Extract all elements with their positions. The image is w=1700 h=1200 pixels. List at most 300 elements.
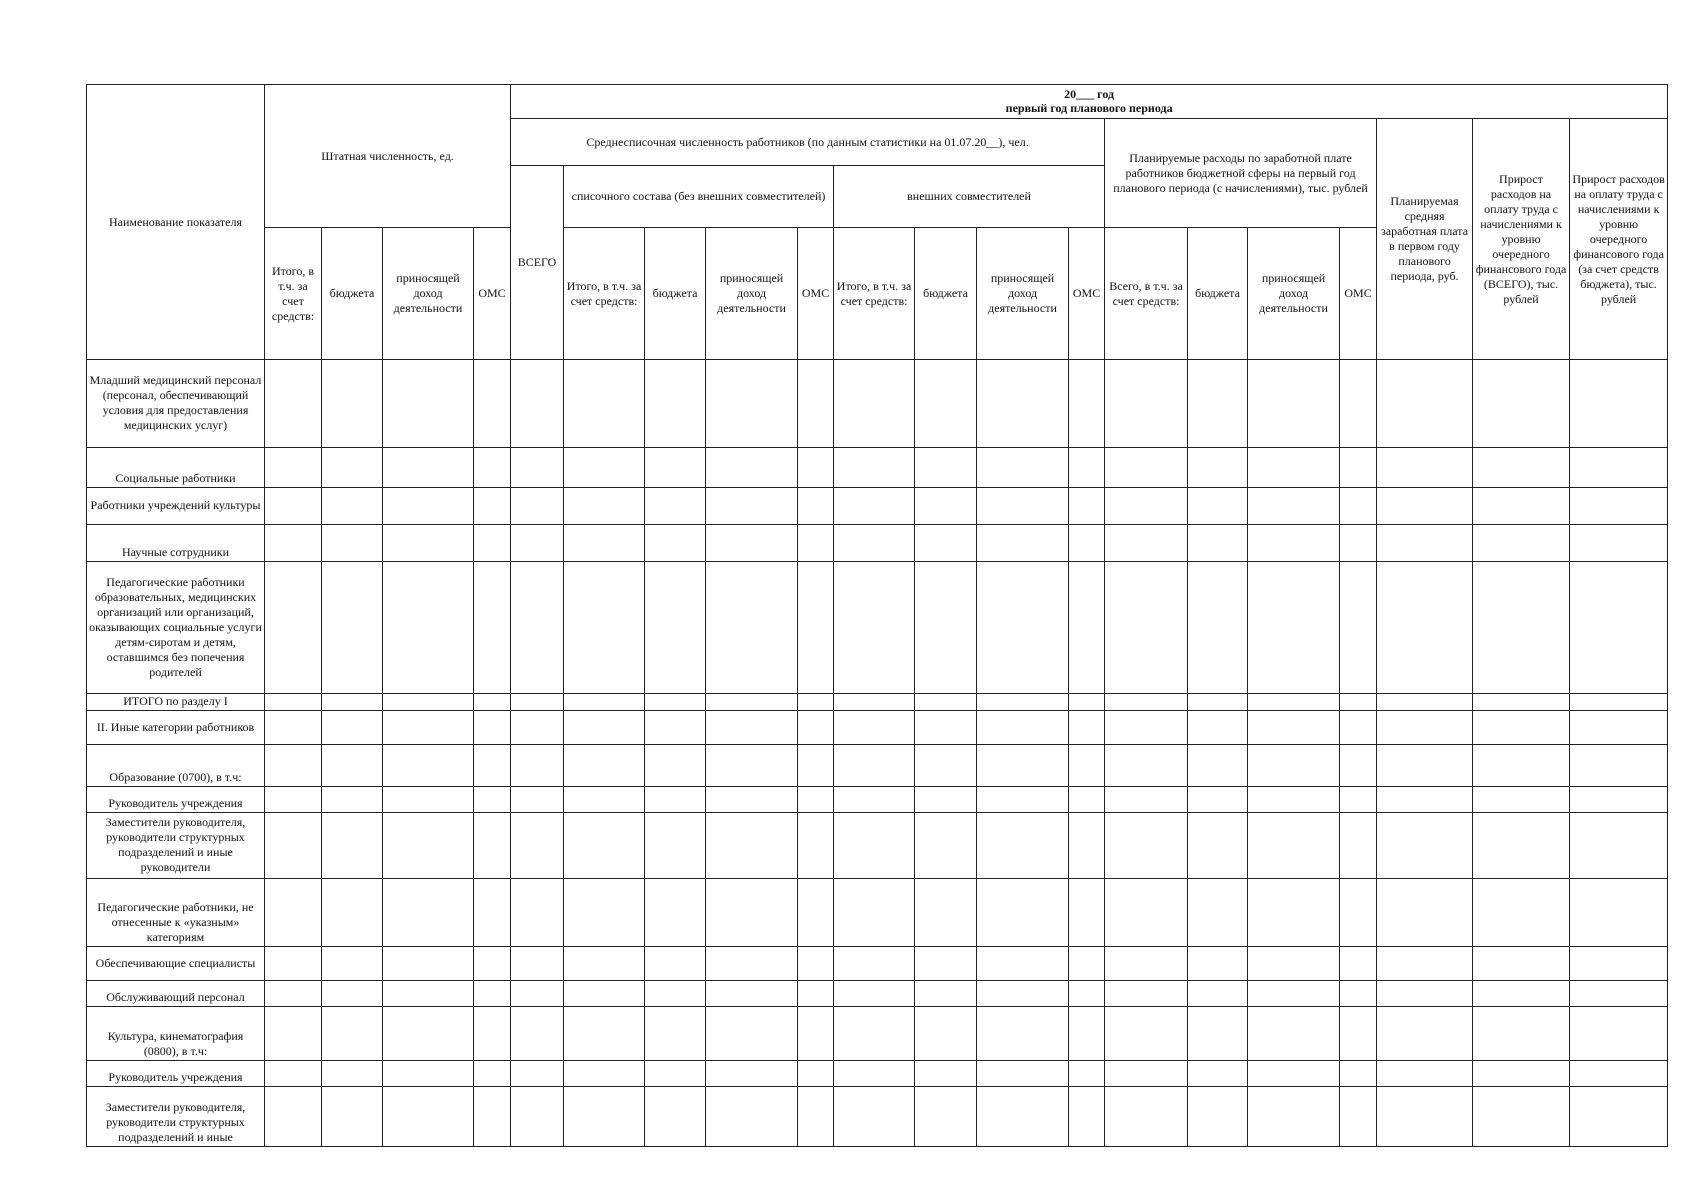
data-cell[interactable] bbox=[1570, 448, 1668, 488]
data-cell[interactable] bbox=[645, 525, 706, 562]
data-cell[interactable] bbox=[1570, 360, 1668, 448]
data-cell[interactable] bbox=[834, 1007, 915, 1061]
data-cell[interactable] bbox=[915, 787, 977, 813]
data-cell[interactable] bbox=[1377, 448, 1473, 488]
data-cell[interactable] bbox=[977, 525, 1069, 562]
data-cell[interactable] bbox=[1188, 745, 1248, 787]
data-cell[interactable] bbox=[265, 1087, 322, 1147]
data-cell[interactable] bbox=[834, 694, 915, 711]
data-cell[interactable] bbox=[322, 360, 383, 448]
data-cell[interactable] bbox=[1188, 813, 1248, 879]
data-cell[interactable] bbox=[1069, 813, 1105, 879]
data-cell[interactable] bbox=[511, 1007, 564, 1061]
data-cell[interactable] bbox=[1248, 1087, 1340, 1147]
data-cell[interactable] bbox=[1340, 488, 1377, 525]
data-cell[interactable] bbox=[1473, 1007, 1570, 1061]
data-cell[interactable] bbox=[511, 694, 564, 711]
data-cell[interactable] bbox=[265, 1007, 322, 1061]
data-cell[interactable] bbox=[1248, 1007, 1340, 1061]
data-cell[interactable] bbox=[322, 745, 383, 787]
data-cell[interactable] bbox=[1069, 879, 1105, 947]
data-cell[interactable] bbox=[322, 448, 383, 488]
data-cell[interactable] bbox=[511, 947, 564, 981]
data-cell[interactable] bbox=[1473, 745, 1570, 787]
data-cell[interactable] bbox=[798, 488, 834, 525]
data-cell[interactable] bbox=[1570, 1061, 1668, 1087]
data-cell[interactable] bbox=[265, 947, 322, 981]
data-cell[interactable] bbox=[1377, 947, 1473, 981]
data-cell[interactable] bbox=[564, 711, 645, 745]
data-cell[interactable] bbox=[1069, 360, 1105, 448]
data-cell[interactable] bbox=[1069, 981, 1105, 1007]
data-cell[interactable] bbox=[564, 1007, 645, 1061]
data-cell[interactable] bbox=[1570, 787, 1668, 813]
data-cell[interactable] bbox=[474, 787, 511, 813]
data-cell[interactable] bbox=[322, 488, 383, 525]
data-cell[interactable] bbox=[1188, 711, 1248, 745]
data-cell[interactable] bbox=[798, 745, 834, 787]
data-cell[interactable] bbox=[1377, 1007, 1473, 1061]
data-cell[interactable] bbox=[1377, 1087, 1473, 1147]
data-cell[interactable] bbox=[706, 1087, 798, 1147]
data-cell[interactable] bbox=[706, 787, 798, 813]
data-cell[interactable] bbox=[706, 711, 798, 745]
data-cell[interactable] bbox=[706, 981, 798, 1007]
data-cell[interactable] bbox=[834, 879, 915, 947]
data-cell[interactable] bbox=[706, 745, 798, 787]
data-cell[interactable] bbox=[706, 947, 798, 981]
data-cell[interactable] bbox=[915, 448, 977, 488]
data-cell[interactable] bbox=[834, 745, 915, 787]
data-cell[interactable] bbox=[474, 813, 511, 879]
data-cell[interactable] bbox=[1069, 562, 1105, 694]
data-cell[interactable] bbox=[474, 947, 511, 981]
data-cell[interactable] bbox=[564, 448, 645, 488]
data-cell[interactable] bbox=[265, 879, 322, 947]
data-cell[interactable] bbox=[511, 813, 564, 879]
data-cell[interactable] bbox=[798, 711, 834, 745]
data-cell[interactable] bbox=[265, 787, 322, 813]
data-cell[interactable] bbox=[564, 1061, 645, 1087]
data-cell[interactable] bbox=[564, 813, 645, 879]
data-cell[interactable] bbox=[1069, 947, 1105, 981]
data-cell[interactable] bbox=[322, 787, 383, 813]
data-cell[interactable] bbox=[265, 360, 322, 448]
data-cell[interactable] bbox=[645, 813, 706, 879]
data-cell[interactable] bbox=[1377, 562, 1473, 694]
data-cell[interactable] bbox=[798, 360, 834, 448]
data-cell[interactable] bbox=[1473, 981, 1570, 1007]
data-cell[interactable] bbox=[834, 711, 915, 745]
data-cell[interactable] bbox=[798, 981, 834, 1007]
data-cell[interactable] bbox=[1340, 562, 1377, 694]
data-cell[interactable] bbox=[564, 787, 645, 813]
data-cell[interactable] bbox=[645, 694, 706, 711]
data-cell[interactable] bbox=[1188, 1061, 1248, 1087]
data-cell[interactable] bbox=[1188, 981, 1248, 1007]
data-cell[interactable] bbox=[645, 448, 706, 488]
data-cell[interactable] bbox=[1340, 1007, 1377, 1061]
data-cell[interactable] bbox=[322, 562, 383, 694]
data-cell[interactable] bbox=[977, 787, 1069, 813]
data-cell[interactable] bbox=[1069, 1061, 1105, 1087]
data-cell[interactable] bbox=[1340, 813, 1377, 879]
data-cell[interactable] bbox=[1069, 1087, 1105, 1147]
data-cell[interactable] bbox=[977, 981, 1069, 1007]
data-cell[interactable] bbox=[645, 981, 706, 1007]
data-cell[interactable] bbox=[798, 947, 834, 981]
data-cell[interactable] bbox=[265, 745, 322, 787]
data-cell[interactable] bbox=[1377, 981, 1473, 1007]
data-cell[interactable] bbox=[322, 711, 383, 745]
data-cell[interactable] bbox=[383, 525, 474, 562]
data-cell[interactable] bbox=[564, 947, 645, 981]
data-cell[interactable] bbox=[1105, 562, 1188, 694]
data-cell[interactable] bbox=[1188, 1007, 1248, 1061]
data-cell[interactable] bbox=[322, 1087, 383, 1147]
data-cell[interactable] bbox=[1570, 488, 1668, 525]
data-cell[interactable] bbox=[915, 947, 977, 981]
data-cell[interactable] bbox=[1340, 694, 1377, 711]
data-cell[interactable] bbox=[474, 1007, 511, 1061]
data-cell[interactable] bbox=[322, 1061, 383, 1087]
data-cell[interactable] bbox=[834, 448, 915, 488]
data-cell[interactable] bbox=[645, 787, 706, 813]
data-cell[interactable] bbox=[383, 947, 474, 981]
data-cell[interactable] bbox=[383, 694, 474, 711]
data-cell[interactable] bbox=[511, 360, 564, 448]
data-cell[interactable] bbox=[645, 1087, 706, 1147]
data-cell[interactable] bbox=[977, 360, 1069, 448]
data-cell[interactable] bbox=[706, 813, 798, 879]
data-cell[interactable] bbox=[1377, 711, 1473, 745]
data-cell[interactable] bbox=[474, 745, 511, 787]
data-cell[interactable] bbox=[1340, 448, 1377, 488]
data-cell[interactable] bbox=[1069, 448, 1105, 488]
data-cell[interactable] bbox=[1069, 1007, 1105, 1061]
data-cell[interactable] bbox=[383, 1061, 474, 1087]
data-cell[interactable] bbox=[834, 488, 915, 525]
data-cell[interactable] bbox=[564, 745, 645, 787]
data-cell[interactable] bbox=[1473, 488, 1570, 525]
data-cell[interactable] bbox=[977, 947, 1069, 981]
data-cell[interactable] bbox=[1377, 525, 1473, 562]
data-cell[interactable] bbox=[1473, 787, 1570, 813]
data-cell[interactable] bbox=[1473, 448, 1570, 488]
data-cell[interactable] bbox=[798, 787, 834, 813]
data-cell[interactable] bbox=[511, 711, 564, 745]
data-cell[interactable] bbox=[977, 813, 1069, 879]
data-cell[interactable] bbox=[1069, 525, 1105, 562]
data-cell[interactable] bbox=[564, 525, 645, 562]
data-cell[interactable] bbox=[1377, 360, 1473, 448]
data-cell[interactable] bbox=[798, 879, 834, 947]
data-cell[interactable] bbox=[1069, 488, 1105, 525]
data-cell[interactable] bbox=[1248, 813, 1340, 879]
data-cell[interactable] bbox=[383, 745, 474, 787]
data-cell[interactable] bbox=[511, 488, 564, 525]
data-cell[interactable] bbox=[1248, 694, 1340, 711]
data-cell[interactable] bbox=[977, 488, 1069, 525]
data-cell[interactable] bbox=[1248, 947, 1340, 981]
data-cell[interactable] bbox=[383, 562, 474, 694]
data-cell[interactable] bbox=[564, 981, 645, 1007]
data-cell[interactable] bbox=[977, 448, 1069, 488]
data-cell[interactable] bbox=[977, 562, 1069, 694]
data-cell[interactable] bbox=[564, 488, 645, 525]
data-cell[interactable] bbox=[474, 711, 511, 745]
data-cell[interactable] bbox=[1570, 1007, 1668, 1061]
data-cell[interactable] bbox=[1105, 947, 1188, 981]
data-cell[interactable] bbox=[322, 694, 383, 711]
data-cell[interactable] bbox=[383, 879, 474, 947]
data-cell[interactable] bbox=[1340, 879, 1377, 947]
data-cell[interactable] bbox=[1570, 947, 1668, 981]
data-cell[interactable] bbox=[706, 488, 798, 525]
data-cell[interactable] bbox=[915, 879, 977, 947]
data-cell[interactable] bbox=[834, 981, 915, 1007]
data-cell[interactable] bbox=[474, 488, 511, 525]
data-cell[interactable] bbox=[1105, 1061, 1188, 1087]
data-cell[interactable] bbox=[1340, 360, 1377, 448]
data-cell[interactable] bbox=[798, 1061, 834, 1087]
data-cell[interactable] bbox=[1105, 488, 1188, 525]
data-cell[interactable] bbox=[706, 562, 798, 694]
data-cell[interactable] bbox=[1473, 879, 1570, 947]
data-cell[interactable] bbox=[977, 1061, 1069, 1087]
data-cell[interactable] bbox=[1340, 525, 1377, 562]
data-cell[interactable] bbox=[511, 879, 564, 947]
data-cell[interactable] bbox=[1340, 787, 1377, 813]
data-cell[interactable] bbox=[1570, 813, 1668, 879]
data-cell[interactable] bbox=[474, 448, 511, 488]
data-cell[interactable] bbox=[1340, 1061, 1377, 1087]
data-cell[interactable] bbox=[1570, 879, 1668, 947]
data-cell[interactable] bbox=[915, 745, 977, 787]
data-cell[interactable] bbox=[1105, 360, 1188, 448]
data-cell[interactable] bbox=[834, 787, 915, 813]
data-cell[interactable] bbox=[1105, 981, 1188, 1007]
data-cell[interactable] bbox=[706, 1061, 798, 1087]
data-cell[interactable] bbox=[474, 694, 511, 711]
data-cell[interactable] bbox=[383, 1087, 474, 1147]
data-cell[interactable] bbox=[645, 745, 706, 787]
data-cell[interactable] bbox=[915, 1087, 977, 1147]
data-cell[interactable] bbox=[1188, 525, 1248, 562]
data-cell[interactable] bbox=[977, 879, 1069, 947]
data-cell[interactable] bbox=[915, 694, 977, 711]
data-cell[interactable] bbox=[798, 1007, 834, 1061]
data-cell[interactable] bbox=[1248, 562, 1340, 694]
data-cell[interactable] bbox=[322, 947, 383, 981]
data-cell[interactable] bbox=[834, 360, 915, 448]
data-cell[interactable] bbox=[1570, 745, 1668, 787]
data-cell[interactable] bbox=[798, 448, 834, 488]
data-cell[interactable] bbox=[1377, 813, 1473, 879]
data-cell[interactable] bbox=[383, 1007, 474, 1061]
data-cell[interactable] bbox=[1105, 525, 1188, 562]
data-cell[interactable] bbox=[1377, 1061, 1473, 1087]
data-cell[interactable] bbox=[1105, 448, 1188, 488]
data-cell[interactable] bbox=[1340, 745, 1377, 787]
data-cell[interactable] bbox=[564, 360, 645, 448]
data-cell[interactable] bbox=[511, 1061, 564, 1087]
data-cell[interactable] bbox=[383, 488, 474, 525]
data-cell[interactable] bbox=[1188, 562, 1248, 694]
data-cell[interactable] bbox=[1473, 1061, 1570, 1087]
data-cell[interactable] bbox=[511, 981, 564, 1007]
data-cell[interactable] bbox=[474, 1061, 511, 1087]
data-cell[interactable] bbox=[1473, 947, 1570, 981]
data-cell[interactable] bbox=[1188, 694, 1248, 711]
data-cell[interactable] bbox=[977, 745, 1069, 787]
data-cell[interactable] bbox=[706, 694, 798, 711]
data-cell[interactable] bbox=[1473, 1087, 1570, 1147]
data-cell[interactable] bbox=[645, 562, 706, 694]
data-cell[interactable] bbox=[322, 813, 383, 879]
data-cell[interactable] bbox=[798, 562, 834, 694]
data-cell[interactable] bbox=[511, 562, 564, 694]
data-cell[interactable] bbox=[645, 711, 706, 745]
data-cell[interactable] bbox=[265, 1061, 322, 1087]
data-cell[interactable] bbox=[1570, 694, 1668, 711]
data-cell[interactable] bbox=[834, 813, 915, 879]
data-cell[interactable] bbox=[915, 488, 977, 525]
data-cell[interactable] bbox=[1248, 448, 1340, 488]
data-cell[interactable] bbox=[1188, 360, 1248, 448]
data-cell[interactable] bbox=[322, 981, 383, 1007]
data-cell[interactable] bbox=[1570, 1087, 1668, 1147]
data-cell[interactable] bbox=[1473, 711, 1570, 745]
data-cell[interactable] bbox=[1473, 813, 1570, 879]
data-cell[interactable] bbox=[706, 1007, 798, 1061]
data-cell[interactable] bbox=[798, 813, 834, 879]
data-cell[interactable] bbox=[511, 448, 564, 488]
data-cell[interactable] bbox=[1377, 745, 1473, 787]
data-cell[interactable] bbox=[1570, 525, 1668, 562]
data-cell[interactable] bbox=[1069, 745, 1105, 787]
data-cell[interactable] bbox=[1105, 813, 1188, 879]
data-cell[interactable] bbox=[1105, 787, 1188, 813]
data-cell[interactable] bbox=[1473, 525, 1570, 562]
data-cell[interactable] bbox=[915, 981, 977, 1007]
data-cell[interactable] bbox=[265, 448, 322, 488]
data-cell[interactable] bbox=[915, 711, 977, 745]
data-cell[interactable] bbox=[1377, 488, 1473, 525]
data-cell[interactable] bbox=[1105, 711, 1188, 745]
data-cell[interactable] bbox=[1105, 1087, 1188, 1147]
data-cell[interactable] bbox=[834, 1087, 915, 1147]
data-cell[interactable] bbox=[383, 711, 474, 745]
data-cell[interactable] bbox=[322, 879, 383, 947]
data-cell[interactable] bbox=[322, 1007, 383, 1061]
data-cell[interactable] bbox=[474, 981, 511, 1007]
data-cell[interactable] bbox=[645, 360, 706, 448]
data-cell[interactable] bbox=[1188, 947, 1248, 981]
data-cell[interactable] bbox=[1377, 787, 1473, 813]
data-cell[interactable] bbox=[1188, 448, 1248, 488]
data-cell[interactable] bbox=[1340, 981, 1377, 1007]
data-cell[interactable] bbox=[1069, 711, 1105, 745]
data-cell[interactable] bbox=[474, 879, 511, 947]
data-cell[interactable] bbox=[1377, 694, 1473, 711]
data-cell[interactable] bbox=[798, 694, 834, 711]
data-cell[interactable] bbox=[915, 1061, 977, 1087]
data-cell[interactable] bbox=[1069, 787, 1105, 813]
data-cell[interactable] bbox=[1248, 360, 1340, 448]
data-cell[interactable] bbox=[511, 787, 564, 813]
data-cell[interactable] bbox=[645, 1061, 706, 1087]
data-cell[interactable] bbox=[1340, 1087, 1377, 1147]
data-cell[interactable] bbox=[1570, 562, 1668, 694]
data-cell[interactable] bbox=[1105, 694, 1188, 711]
data-cell[interactable] bbox=[474, 360, 511, 448]
data-cell[interactable] bbox=[1340, 711, 1377, 745]
data-cell[interactable] bbox=[834, 525, 915, 562]
data-cell[interactable] bbox=[265, 525, 322, 562]
data-cell[interactable] bbox=[915, 813, 977, 879]
data-cell[interactable] bbox=[511, 745, 564, 787]
data-cell[interactable] bbox=[977, 694, 1069, 711]
data-cell[interactable] bbox=[564, 562, 645, 694]
data-cell[interactable] bbox=[474, 525, 511, 562]
data-cell[interactable] bbox=[265, 981, 322, 1007]
data-cell[interactable] bbox=[706, 525, 798, 562]
data-cell[interactable] bbox=[645, 947, 706, 981]
data-cell[interactable] bbox=[977, 1007, 1069, 1061]
data-cell[interactable] bbox=[977, 1087, 1069, 1147]
data-cell[interactable] bbox=[1188, 879, 1248, 947]
data-cell[interactable] bbox=[1473, 562, 1570, 694]
data-cell[interactable] bbox=[1340, 947, 1377, 981]
data-cell[interactable] bbox=[1248, 488, 1340, 525]
data-cell[interactable] bbox=[1473, 694, 1570, 711]
data-cell[interactable] bbox=[322, 525, 383, 562]
data-cell[interactable] bbox=[383, 787, 474, 813]
data-cell[interactable] bbox=[977, 711, 1069, 745]
data-cell[interactable] bbox=[1248, 981, 1340, 1007]
data-cell[interactable] bbox=[915, 360, 977, 448]
data-cell[interactable] bbox=[1248, 525, 1340, 562]
data-cell[interactable] bbox=[645, 488, 706, 525]
data-cell[interactable] bbox=[1377, 879, 1473, 947]
data-cell[interactable] bbox=[798, 525, 834, 562]
data-cell[interactable] bbox=[645, 1007, 706, 1061]
data-cell[interactable] bbox=[1188, 787, 1248, 813]
data-cell[interactable] bbox=[511, 525, 564, 562]
data-cell[interactable] bbox=[915, 1007, 977, 1061]
data-cell[interactable] bbox=[265, 488, 322, 525]
data-cell[interactable] bbox=[474, 562, 511, 694]
data-cell[interactable] bbox=[383, 813, 474, 879]
data-cell[interactable] bbox=[915, 562, 977, 694]
data-cell[interactable] bbox=[706, 448, 798, 488]
data-cell[interactable] bbox=[1248, 1061, 1340, 1087]
data-cell[interactable] bbox=[383, 981, 474, 1007]
data-cell[interactable] bbox=[1188, 1087, 1248, 1147]
data-cell[interactable] bbox=[1105, 1007, 1188, 1061]
data-cell[interactable] bbox=[1105, 879, 1188, 947]
data-cell[interactable] bbox=[1570, 981, 1668, 1007]
data-cell[interactable] bbox=[265, 813, 322, 879]
data-cell[interactable] bbox=[474, 1087, 511, 1147]
data-cell[interactable] bbox=[1570, 711, 1668, 745]
data-cell[interactable] bbox=[1248, 787, 1340, 813]
data-cell[interactable] bbox=[915, 525, 977, 562]
data-cell[interactable] bbox=[383, 360, 474, 448]
data-cell[interactable] bbox=[1188, 488, 1248, 525]
data-cell[interactable] bbox=[706, 879, 798, 947]
